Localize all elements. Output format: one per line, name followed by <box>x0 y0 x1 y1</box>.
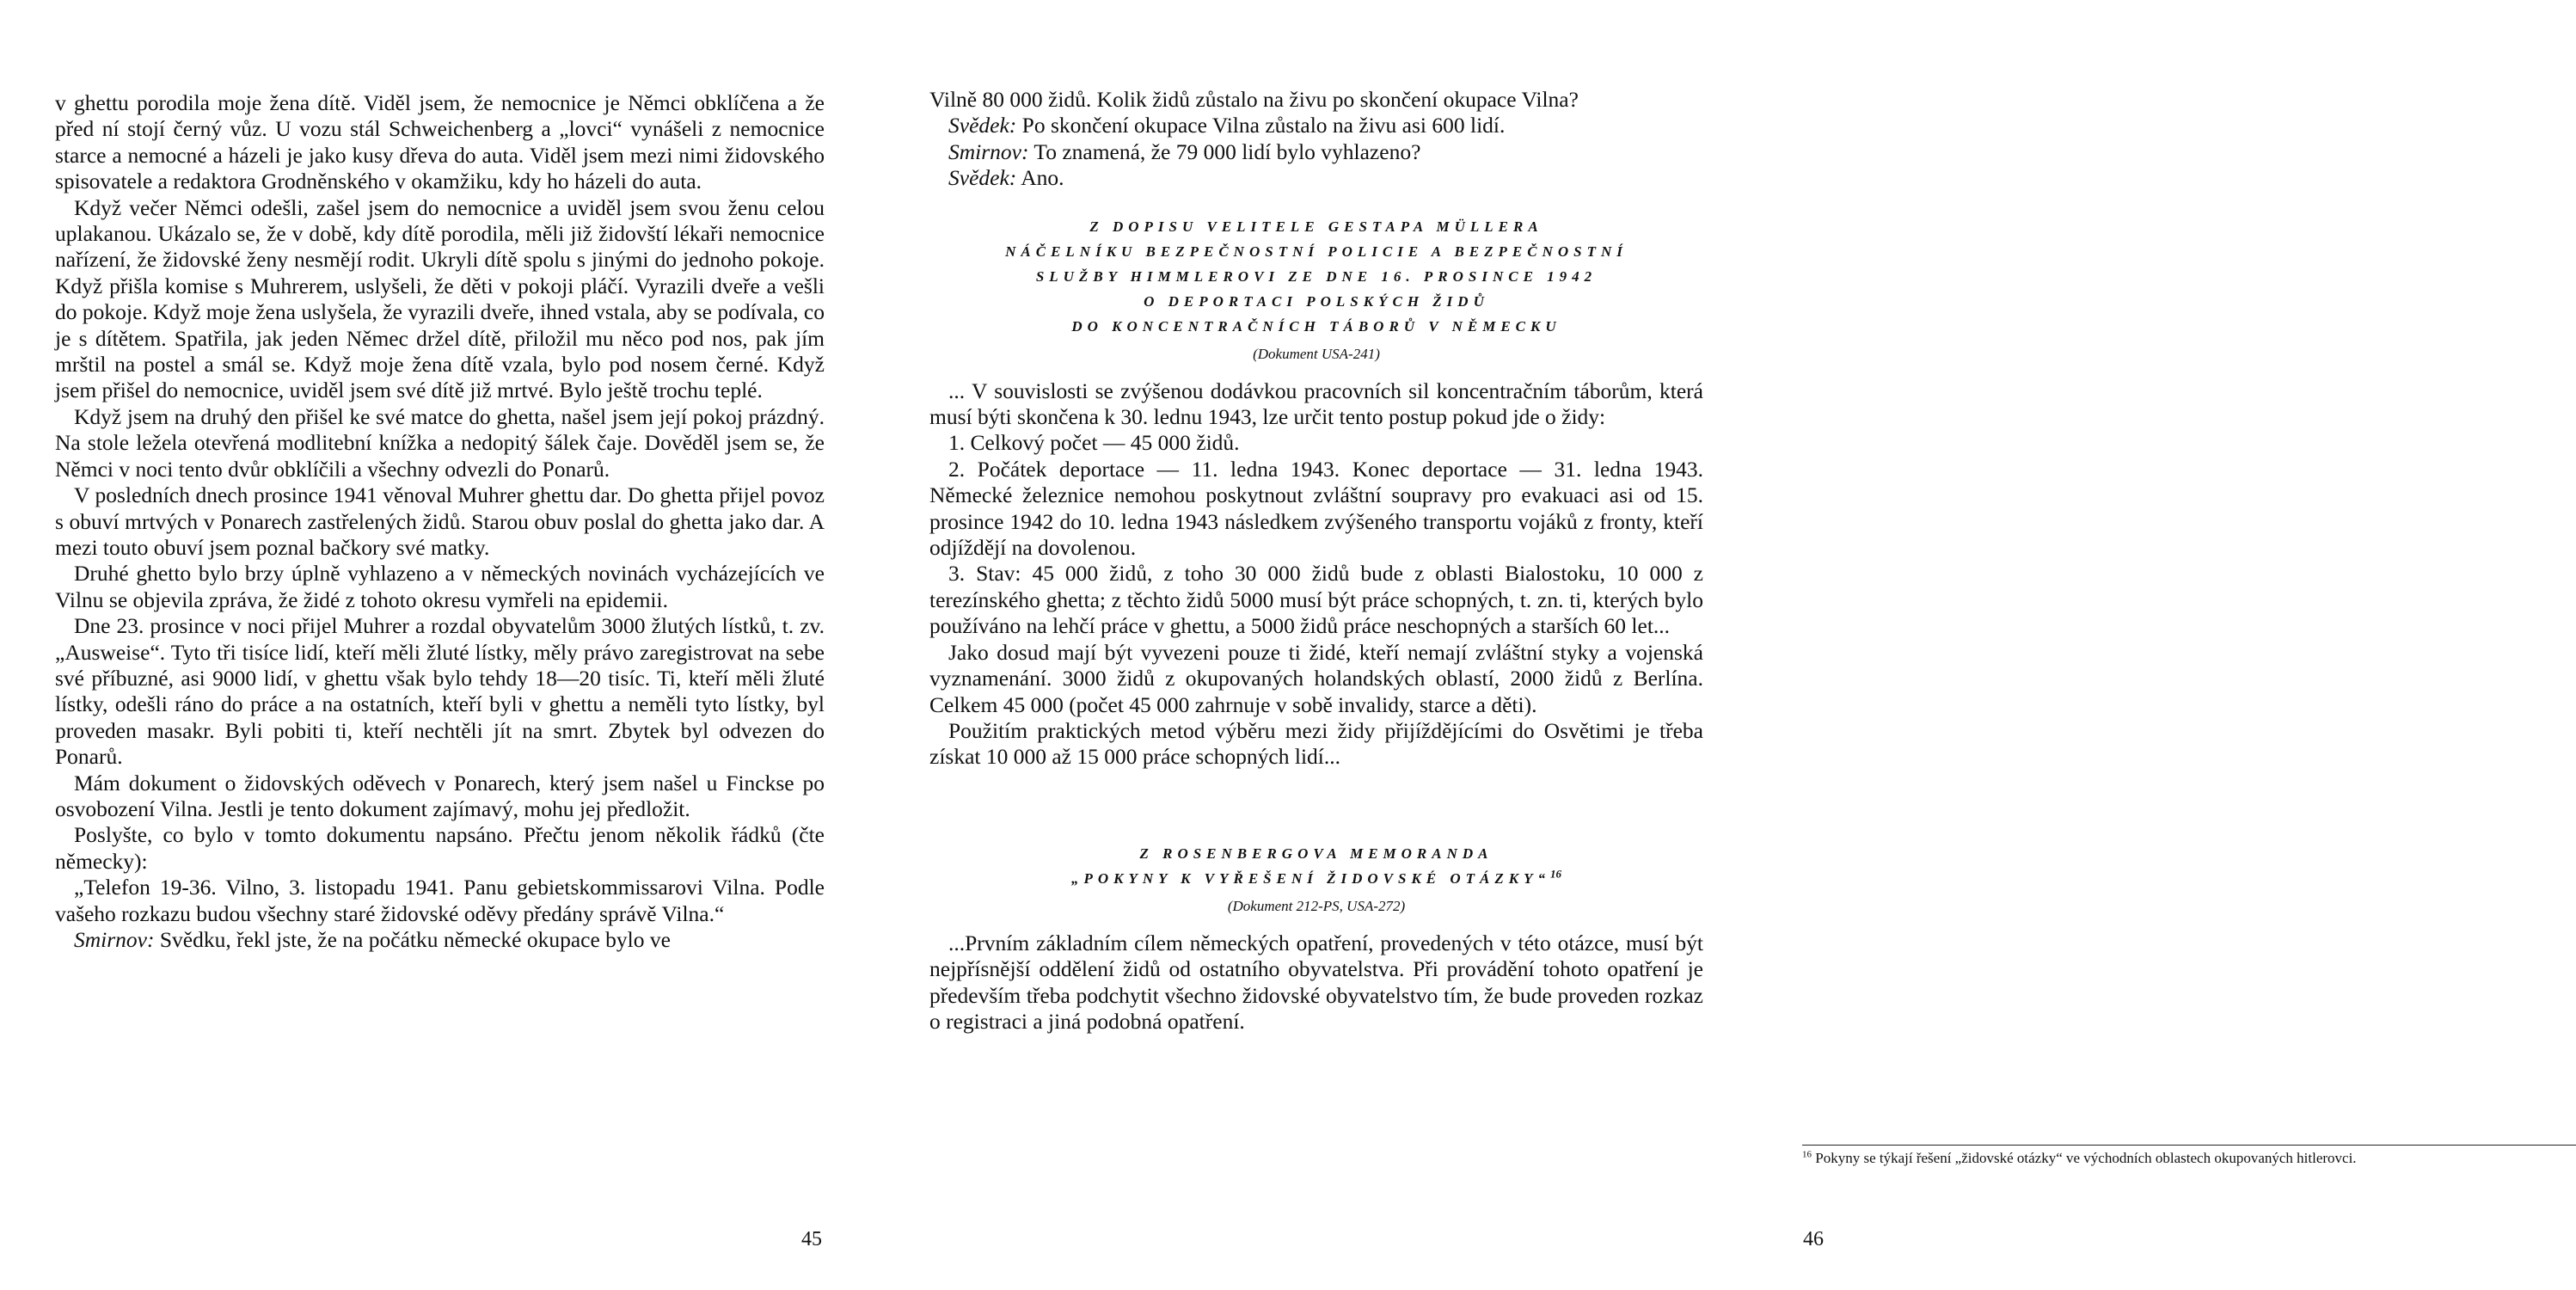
heading-line: NÁČELNÍKU BEZPEČNOSTNÍ POLICIE A BEZPEČNOSTNÍ <box>1005 243 1628 260</box>
dialogue-text: To znamená, že 79 000 lidí bylo vyhlazeno? <box>1028 138 1421 164</box>
heading-line: SLUŽBY HIMMLEROVI ZE DNE 16. PROSINCE 1942 <box>1035 267 1598 285</box>
paragraph: Použitím praktických metod výběru mezi židy přijíždějícími do Osvětimi je třeba získat 10 000 až 15 000 práce schopných lidí... <box>929 717 1703 770</box>
speaker-name: Svědek: <box>948 165 1017 191</box>
heading-line: DO KONCENTRAČNÍCH TÁBORŮ V NĚMECKU <box>1071 317 1561 335</box>
paragraph: 3. Stav: 45 000 židů, z toho 30 000 židů bude z oblasti Bialostoku, 10 000 z terezínského ghetta; z těchto židů 5000 musí být práce schopných, t. zn. ti, kterých bylo používáno na lehčí práce v ghettu, a 5000 židů práce neschopných a starších 60 let... <box>929 561 1703 639</box>
page-number: 46 <box>1803 1228 1824 1250</box>
paragraph: „Telefon 19-36. Vilno, 3. listopadu 1941. Panu gebietskommissarovi Vilna. Podle vašeho rozkazu budou všechny staré židovské oděvy předány správě Vilna.“ <box>55 875 825 926</box>
paragraph: Vilně 80 000 židů. Kolik židů zůstalo na živu po skončení okupace Vilna? <box>929 87 1579 112</box>
paragraph: v ghettu porodila moje žena dítě. Viděl jsem, že nemocnice je Němci obklíčena a že před ní stojí černý vůz. U vozu stál Schweichenberg a „lovci“ vynášeli z nemocnice starce a nemocné a házeli je jako kusy dřeva do auta. Viděl jsem mezi nimi židovského spisovatele a redaktora Grodněnského v okamžiku, kdy ho házeli do auta. <box>55 90 825 194</box>
dialogue-line <box>55 927 825 953</box>
paragraph: 1. Celkový počet — 45 000 židů. <box>948 430 1240 456</box>
dialogue-line <box>929 165 1703 191</box>
footnote-number: 16 <box>1802 1149 1812 1160</box>
document-reference: (Dokument USA-241) <box>1253 345 1380 362</box>
left-page-body <box>55 90 825 953</box>
section-heading <box>929 841 1703 891</box>
paragraph: Když večer Němci odešli, zašel jsem do nemocnice a uviděl jsem svou ženu celou uplakanou. Ukázalo se, že v době, kdy dítě porodila, měli již židovští lékaři nemocnice nařízení, že židovské ženy nesmějí rodit. Ukryli dítě spolu s jinými do jednoho pokoje. Když přišla komise s Muhrerem, uslyšeli, že děti v pokoji pláčí. Vyrazili dveře a vešli do pokoje. Když moje žena uslyšela, že vyrazili dveře, ihned vstala, aby se podívala, co je s dítětem. Spatřila, jak jeden Němec držel dítě, přiložil mu něco pod nos, pak jím mrštil na postel a smál se. Když moje žena dítě vzala, bylo pod nosem černé. Když jsem přišel do nemocnice, uviděl jsem své dítě již mrtvé. Bylo ještě trochu teplé. <box>55 194 825 403</box>
footnote-reference: 16 <box>1549 867 1561 881</box>
paragraph: ...Prvním základním cílem německých opatření, provedených v této otázce, musí být nejpřísnější oddělení židů od ostatního obyvatelstva. Při provádění tohoto opatření je především třeba podchytit všechno židovské obyvatelstvo tím, že bude proveden rozkaz o registraci a jiná podobná opatření. <box>929 930 1703 1034</box>
paragraph: Dne 23. prosince v noci přijel Muhrer a rozdal obyvatelům 3000 žlutých lístků, t. zv. „Ausweise“. Tyto tři tisíce lidí, kteří měli žluté lístky, měly právo zaregistrovat na sebe své příbuzné, asi 9000 lidí, v ghettu však bylo tehdy 18—20 tisíc. Ti, kteří měli žluté lístky, odešli ráno do práce a na ostatních, kteří byli v ghettu a neměli tyto lístky, byl proveden masakr. Byli pobiti ti, kteří nechtěli jít na smrt. Zbytek byl odvezen do Ponarů. <box>55 613 825 770</box>
dialogue-text: Po skončení okupace Vilna zůstalo na živu asi 600 lidí. <box>1016 113 1506 138</box>
section-spacer <box>929 771 1703 819</box>
dialogue-line <box>929 139 1703 165</box>
heading-text: „POKYNY K VYŘEŠENÍ ŽIDOVSKÉ OTÁZKY“ <box>1071 869 1550 887</box>
speaker-name: Svědek: <box>948 113 1017 138</box>
heading-line <box>929 866 1703 891</box>
footnote-text: Pokyny se týkají řešení „židovské otázky“ ve východních oblastech okupovaných hitlerovci. <box>1812 1150 2357 1166</box>
paragraph: Druhé ghetto bylo brzy úplně vyhlazeno a v německých novinách vycházejících ve Vilnu se objevila zpráva, že židé z tohoto okresu vymřeli na epidemii. <box>55 561 825 612</box>
paragraph: V posledních dnech prosince 1941 věnoval Muhrer ghettu dar. Do ghetta přijel povoz s obuví mrtvých v Ponarech zastřelených židů. Starou obuv poslal do ghetta jako dar. A mezi touto obuví jsem poznal bačkory své matky. <box>55 482 825 560</box>
dialogue-text: Svědku, řekl jste, že na počátku německé okupace bylo ve <box>154 927 671 952</box>
left-page <box>0 0 873 1290</box>
paragraph: Jako dosud mají být vyvezeni pouze ti židé, kteří nemají zvláštní styky a vojenská vyznamenání. 3000 židů z okupovaných holandských oblastí, 2000 židů z Berlína. Celkem 45 000 (počet 45 000 zahrnuje v sobě invalidy, starce a děti). <box>929 639 1703 717</box>
paragraph: 2. Počátek deportace — 11. ledna 1943. Konec deportace — 31. ledna 1943. Německé železnice nemohou poskytnout zvláštní soupravy pro evakuaci asi od 15. prosince 1942 do 10. ledna 1943 následkem zvýšeného transportu vojáků z fronty, kteří odjíždějí na dovolenou. <box>929 456 1703 561</box>
document-reference: (Dokument 212-PS, USA-272) <box>1227 897 1406 914</box>
heading-line: Z ROSENBERGOVA MEMORANDA <box>1139 845 1493 862</box>
paragraph: ... V souvislosti se zvýšenou dodávkou pracovních sil koncentračním táborům, která musí býti skončena k 30. lednu 1943, lze určit tento postup pokud jde o židy: <box>929 378 1703 430</box>
speaker-name: Smirnov: <box>948 138 1029 164</box>
section-heading <box>929 214 1703 339</box>
dialogue-text: Ano. <box>1016 165 1064 191</box>
paragraph: Poslyšte, co bylo v tomto dokumentu napsáno. Přečtu jenom několik řádků (čte německy): <box>55 822 825 874</box>
page-number: 45 <box>801 1228 822 1250</box>
speaker-name: Smirnov: <box>74 927 155 952</box>
dialogue-line <box>929 113 1703 138</box>
footnote <box>1802 1145 2576 1168</box>
right-page-body <box>929 87 1703 1035</box>
heading-line: Z DOPISU VELITELE GESTAPA MÜLLERA <box>1089 218 1543 235</box>
heading-line: O DEPORTACI POLSKÝCH ŽIDŮ <box>1144 292 1489 310</box>
paragraph: Když jsem na druhý den přišel ke své matce do ghetta, našel jsem její pokoj prázdný. Na stole ležela otevřená modlitební knížka a nedopitý šálek čaje. Dověděl jsem se, že Němci v noci tento dvůr obklíčili a všechny odvezli do Ponarů. <box>55 403 825 482</box>
paragraph: Mám dokument o židovských oděvech v Ponarech, který jsem našel u Finckse po osvobození Vilna. Jestli je tento dokument zajímavý, mohu jej předložit. <box>55 770 825 821</box>
right-page <box>873 0 2357 1290</box>
